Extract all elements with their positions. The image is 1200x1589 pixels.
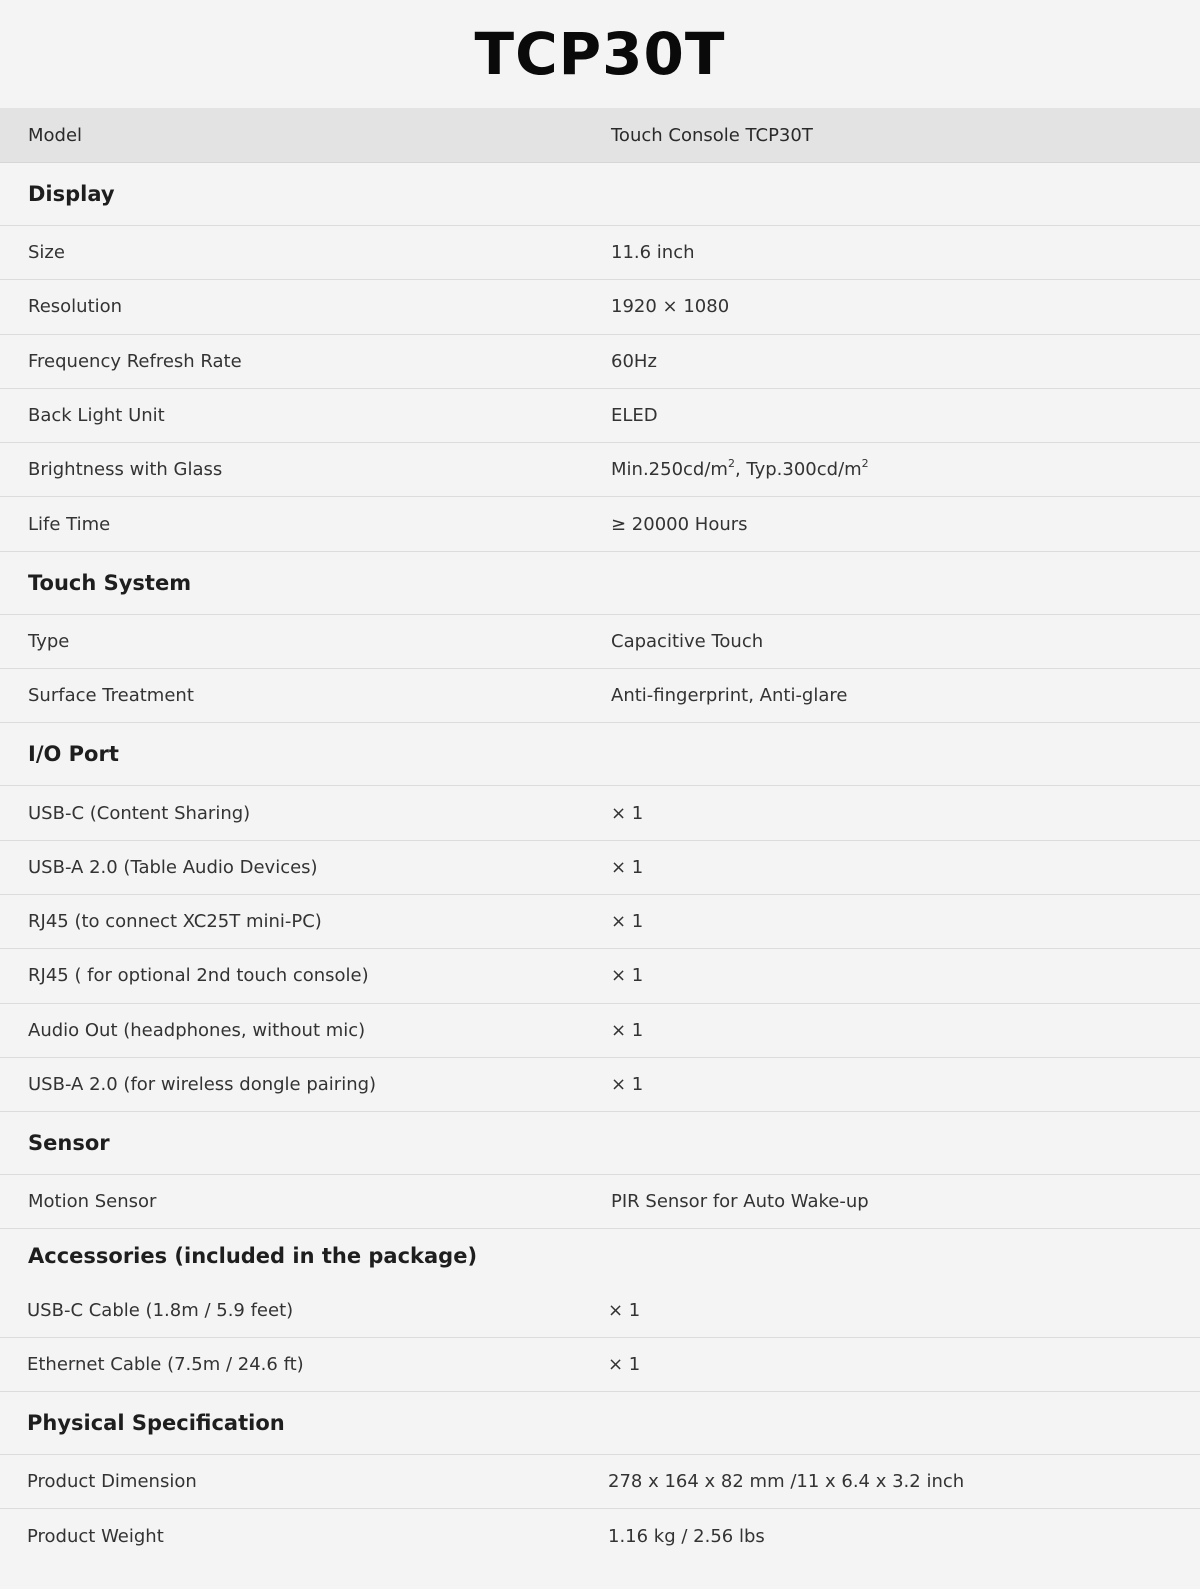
section-title: Sensor	[28, 1131, 110, 1156]
spec-row	[0, 1283, 1200, 1337]
row-value: ≥ 20000 Hours	[611, 513, 748, 535]
row-value: × 1	[611, 856, 644, 878]
row-value: × 1	[611, 1074, 644, 1095]
brightness-min: Min.250cd/m	[611, 459, 728, 481]
superscript: 2	[727, 457, 735, 471]
row-label: Brightness with Glass	[28, 459, 223, 481]
spec-row	[0, 1058, 1200, 1112]
row-value: × 1	[608, 1353, 641, 1375]
row-value: PIR Sensor for Auto Wake-up	[611, 1191, 869, 1213]
spec-row	[0, 841, 1200, 895]
row-label: Life Time	[28, 513, 111, 535]
row-value: 278 x 164 x 82 mm /11 x 6.4 x 3.2 inch	[608, 1471, 965, 1493]
row-label: Resolution	[28, 296, 123, 318]
brightness-typ: , Typ.300cd/m	[734, 459, 862, 481]
row-value: 1920 × 1080	[611, 296, 730, 318]
spec-row	[0, 786, 1200, 840]
spec-row	[0, 389, 1200, 443]
spec-row	[0, 1338, 1200, 1392]
row-value: Touch Console TCP30T	[611, 124, 813, 146]
row-value: × 1	[611, 1019, 644, 1041]
spec-row	[0, 280, 1200, 334]
row-label: Model	[28, 124, 83, 146]
spec-row	[0, 895, 1200, 949]
spec-row	[0, 949, 1200, 1003]
row-value: × 1	[611, 911, 644, 933]
model-row	[0, 108, 1200, 163]
row-label: Audio Out (headphones, without mic)	[28, 1019, 366, 1041]
section-heading-accessories	[0, 1229, 1200, 1283]
row-label: Size	[28, 242, 65, 264]
row-label: USB-A 2.0 (for wireless dongle pairing)	[28, 1074, 377, 1095]
row-label: Type	[28, 630, 70, 652]
row-value	[611, 459, 1200, 480]
row-label: Product Dimension	[27, 1471, 197, 1493]
row-value: 11.6 inch	[611, 242, 695, 264]
spec-table	[0, 108, 1200, 1564]
row-label: USB-C (Content Sharing)	[28, 802, 251, 824]
row-value: × 1	[611, 965, 644, 987]
section-title: Display	[28, 182, 115, 206]
row-label: Surface Treatment	[28, 685, 194, 707]
row-label: USB-C Cable (1.8m / 5.9 feet)	[27, 1299, 294, 1321]
page-title: TCP30T	[474, 20, 726, 88]
section-title: Touch System	[28, 570, 192, 595]
row-value: × 1	[608, 1299, 641, 1321]
section-heading-sensor	[0, 1112, 1200, 1175]
row-label: USB-A 2.0 (Table Audio Devices)	[28, 856, 318, 878]
row-label: RJ45 (to connect XC25T mini-PC)	[28, 911, 322, 933]
spec-row	[0, 335, 1200, 389]
spec-row	[0, 497, 1200, 551]
spec-row	[0, 1509, 1200, 1563]
spec-row	[0, 443, 1200, 497]
spec-row	[0, 1455, 1200, 1509]
row-value: Anti-fingerprint, Anti-glare	[611, 685, 848, 707]
row-label: RJ45 ( for optional 2nd touch console)	[28, 965, 369, 987]
row-value: Capacitive Touch	[611, 630, 764, 652]
row-value: ELED	[611, 405, 658, 427]
section-title: Physical Specification	[27, 1411, 285, 1436]
row-value: × 1	[611, 802, 644, 824]
row-label: Motion Sensor	[28, 1191, 157, 1213]
section-title: Accessories (included in the package)	[28, 1244, 478, 1269]
section-heading-display	[0, 163, 1200, 226]
section-heading-physical-specification	[0, 1392, 1200, 1455]
row-value: 60Hz	[611, 350, 657, 372]
spec-row	[0, 1175, 1200, 1229]
section-title: I/O Port	[28, 742, 119, 767]
spec-row	[0, 669, 1200, 723]
row-label: Product Weight	[27, 1525, 164, 1547]
row-label: Ethernet Cable (7.5m / 24.6 ft)	[27, 1353, 304, 1375]
section-heading-touch-system	[0, 552, 1200, 615]
row-label: Frequency Refresh Rate	[28, 350, 242, 372]
section-heading-io-port	[0, 723, 1200, 786]
spec-row	[0, 615, 1200, 669]
spec-row	[0, 1004, 1200, 1058]
row-value: 1.16 kg / 2.56 lbs	[608, 1525, 765, 1547]
spec-row	[0, 226, 1200, 280]
row-label: Back Light Unit	[28, 405, 165, 427]
superscript: 2	[861, 457, 869, 471]
